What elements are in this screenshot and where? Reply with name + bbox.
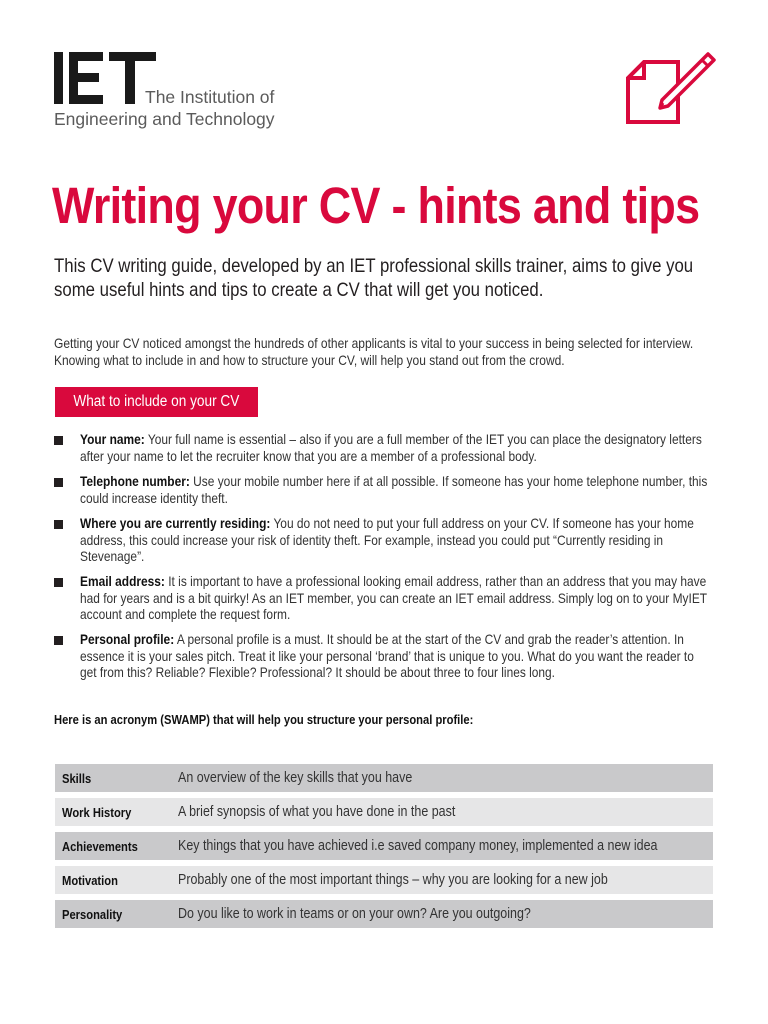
table-row — [55, 900, 713, 928]
bullet-square-icon — [54, 636, 63, 645]
bullet-label: Where you are currently residing: — [80, 516, 271, 531]
swamp-value: Key things that you have achieved i.e saved company money, implemented a new idea — [178, 838, 658, 854]
bullet-label: Your name: — [80, 432, 145, 447]
bullet-square-icon — [54, 520, 63, 529]
bullet-label: Personal profile: — [80, 632, 175, 647]
bullet-text: It is important to have a professional looking email address, rather than an address that you may have had for years and is a bit quirky! As an IET member, you can create an IET email address. Simply log on to your MyIET account and complete the request form. — [80, 574, 707, 622]
page-title: Writing your CV - hints and tips — [52, 177, 700, 234]
table-row — [55, 866, 713, 894]
bullet-text: Your full name is essential – also if you are a full member of the IET you can place the designatory letters after your name to let the recruiter know that you are a member of a professional body. — [80, 432, 702, 464]
bullet-label: Email address: — [80, 574, 165, 589]
bullet-label: Telephone number: — [80, 474, 190, 489]
table-row — [55, 764, 713, 792]
table-row — [55, 832, 713, 860]
swamp-value: A brief synopsis of what you have done in the past — [178, 804, 456, 820]
bullet-square-icon — [54, 478, 63, 487]
bullet-text: You do not need to put your full address on your CV. If someone has your home address, this could increase your risk of identity theft. For example, instead you could put “Currently residing in Stevenage”. — [80, 516, 694, 564]
swamp-key: Achievements — [62, 839, 138, 854]
swamp-key: Skills — [62, 771, 92, 786]
swamp-intro: Here is an acronym (SWAMP) that will help you structure your personal profile: — [54, 712, 474, 727]
bullet-text: A personal profile is a must. It should be at the start of the CV and grab the reader’s attention. In essence it is your sales pitch. Treat it like your personal ‘brand’ that is unique to you. What do you want the reader to get from this? Reliable? Flexible? Professional? It should be about three to four lines long. — [80, 632, 694, 680]
swamp-key: Motivation — [62, 873, 118, 888]
section-heading — [55, 387, 258, 417]
swamp-value: Probably one of the most important things – why you are looking for a new job — [178, 872, 608, 888]
body-paragraph: Getting your CV noticed amongst the hundreds of other applicants is vital to your success in being selected for interview. Knowing what to include in and how to structure your CV, will help you stand out from the crowd. — [54, 336, 694, 368]
section-heading-label: What to include on your CV — [73, 393, 240, 410]
swamp-value: Do you like to work in teams or on your own? Are you outgoing? — [178, 906, 531, 922]
document-pencil-icon — [622, 48, 718, 128]
table-row — [55, 798, 713, 826]
bullet-square-icon — [54, 436, 63, 445]
bullet-square-icon — [54, 578, 63, 587]
iet-logo — [54, 50, 158, 106]
intro-paragraph: This CV writing guide, developed by an IET professional skills trainer, aims to give you some useful hints and tips to create a CV that will get you noticed. — [54, 255, 694, 301]
org-name-line2: Engineering and Technology — [54, 109, 275, 129]
swamp-key: Personality — [62, 907, 123, 922]
swamp-value: An overview of the key skills that you have — [178, 770, 413, 786]
bullet-text: Use your mobile number here if at all possible. If someone has your home telephone number, this could increase identity theft. — [80, 474, 708, 506]
org-name-line1: The Institution of — [145, 87, 275, 107]
swamp-key: Work History — [62, 805, 132, 820]
